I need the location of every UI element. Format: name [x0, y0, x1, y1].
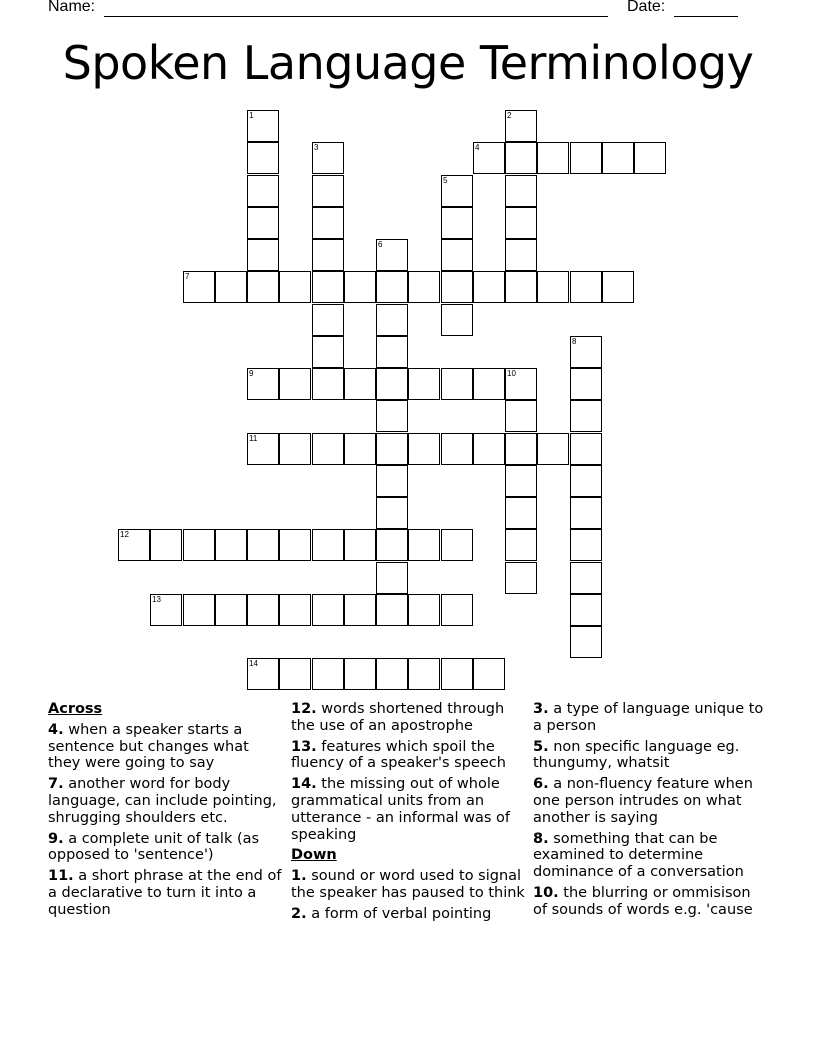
crossword-cell[interactable]: [247, 207, 279, 239]
clue-down-2: [291, 906, 527, 923]
clue-across-12: [291, 701, 527, 735]
clue-text: a short phrase at the end of a declarative to turn it into a question: [48, 868, 282, 918]
crossword-cell[interactable]: [376, 433, 408, 465]
clue-number: 12.: [291, 701, 317, 717]
clue-number-label: 13: [152, 595, 161, 604]
clue-across-13: [291, 739, 527, 773]
clue-number-label: 3: [314, 143, 319, 152]
crossword-cell[interactable]: [376, 400, 408, 432]
crossword-cell[interactable]: [312, 239, 344, 271]
crossword-cell[interactable]: [279, 658, 311, 690]
crossword-cell[interactable]: [473, 271, 505, 303]
crossword-cell[interactable]: [247, 239, 279, 271]
crossword-cell[interactable]: [441, 658, 473, 690]
crossword-cell[interactable]: [183, 529, 215, 561]
clue-number-label: 8: [572, 337, 577, 346]
crossword-cell[interactable]: [408, 433, 440, 465]
crossword-cell[interactable]: [570, 368, 602, 400]
crossword-cell-2[interactable]: [505, 110, 537, 142]
crossword-cell[interactable]: [408, 368, 440, 400]
clue-number: 14.: [291, 776, 317, 793]
crossword-cell-5[interactable]: [441, 175, 473, 207]
crossword-cell[interactable]: [215, 594, 247, 626]
crossword-cell[interactable]: [312, 658, 344, 690]
crossword-cell[interactable]: [505, 529, 537, 561]
clue-text: the blurring or ommisison of sounds of words e.g. 'cause: [533, 884, 753, 918]
crossword-cell[interactable]: [312, 271, 344, 303]
clue-number: 10.: [533, 884, 559, 901]
name-field[interactable]: [104, 16, 608, 17]
crossword-cell[interactable]: [570, 433, 602, 465]
clue-number-label: 2: [507, 111, 512, 120]
clue-text: a non-fluency feature when one person intrudes on what another is saying: [533, 776, 753, 826]
crossword-cell[interactable]: [376, 529, 408, 561]
crossword-cell[interactable]: [505, 562, 537, 594]
clue-number-label: 6: [378, 240, 383, 249]
crossword-cell[interactable]: [408, 271, 440, 303]
crossword-cell[interactable]: [602, 142, 634, 174]
clue-text: when a speaker starts a sentence but changes what they were going to say: [48, 721, 249, 772]
crossword-cell[interactable]: [408, 529, 440, 561]
clues-column-3: [533, 701, 769, 923]
crossword-cell[interactable]: [441, 304, 473, 336]
clue-number: 1.: [291, 868, 307, 885]
crossword-cell[interactable]: [570, 497, 602, 529]
clue-number: 2.: [291, 905, 307, 922]
clue-number: 8.: [533, 830, 549, 847]
crossword-cell[interactable]: [570, 271, 602, 303]
crossword-cell-12[interactable]: [118, 529, 150, 561]
crossword-cell[interactable]: [505, 433, 537, 465]
date-field[interactable]: [674, 16, 738, 17]
date-label: Date:: [627, 0, 666, 15]
crossword-cell[interactable]: [408, 658, 440, 690]
crossword-cell[interactable]: [505, 400, 537, 432]
crossword-cell[interactable]: [312, 368, 344, 400]
clue-down-1: [291, 868, 527, 902]
crossword-cell-13[interactable]: [150, 594, 182, 626]
clue-across-9: [48, 831, 284, 865]
crossword-cell[interactable]: [441, 271, 473, 303]
clue-down-5: [533, 739, 769, 773]
crossword-cell[interactable]: [344, 594, 376, 626]
crossword-cell[interactable]: [247, 529, 279, 561]
crossword-cell[interactable]: [344, 368, 376, 400]
crossword-cell[interactable]: [570, 400, 602, 432]
clue-across-7: [48, 776, 284, 826]
crossword-cell[interactable]: [312, 304, 344, 336]
crossword-cell[interactable]: [441, 207, 473, 239]
crossword-cell[interactable]: [537, 142, 569, 174]
clue-text: non specific language eg. thungumy, whatsit: [533, 738, 740, 772]
crossword-cell[interactable]: [441, 368, 473, 400]
crossword-cell[interactable]: [473, 433, 505, 465]
crossword-cell[interactable]: [570, 562, 602, 594]
crossword-cell[interactable]: [150, 529, 182, 561]
clue-text: another word for body language, can include pointing, shrugging shoulders etc.: [48, 776, 277, 826]
crossword-cell[interactable]: [441, 594, 473, 626]
page-title: Spoken Language Terminology: [62, 36, 754, 90]
clue-number: 4.: [48, 721, 64, 738]
clue-number: 7.: [48, 776, 64, 793]
clue-number-label: 9: [249, 369, 254, 378]
clue-text: a complete unit of talk (as opposed to 'sentence'): [48, 830, 260, 864]
clue-number: 13.: [291, 738, 317, 755]
crossword-cell[interactable]: [344, 529, 376, 561]
crossword-cell[interactable]: [279, 529, 311, 561]
clue-across-14: [291, 776, 527, 843]
crossword-cell[interactable]: [376, 594, 408, 626]
clue-down-10: [533, 885, 769, 919]
crossword-cell-7[interactable]: [183, 271, 215, 303]
clue-number: 3.: [533, 701, 549, 717]
crossword-cell[interactable]: [279, 433, 311, 465]
clue-number: 6.: [533, 776, 549, 793]
crossword-cell[interactable]: [505, 239, 537, 271]
crossword-cell[interactable]: [312, 594, 344, 626]
crossword-cell[interactable]: [505, 271, 537, 303]
crossword-cell[interactable]: [215, 529, 247, 561]
crossword-cell-1[interactable]: [247, 110, 279, 142]
crossword-cell[interactable]: [312, 175, 344, 207]
crossword-cell[interactable]: [247, 142, 279, 174]
crossword-cell[interactable]: [376, 658, 408, 690]
clue-number-label: 14: [249, 659, 258, 668]
crossword-cell[interactable]: [505, 497, 537, 529]
clue-across-11: [48, 868, 284, 918]
crossword-cell[interactable]: [408, 594, 440, 626]
clue-number: 9.: [48, 830, 64, 847]
crossword-cell-10[interactable]: [505, 368, 537, 400]
clue-number-label: 4: [475, 143, 480, 152]
clue-number-label: 5: [443, 176, 448, 185]
crossword-cell-14[interactable]: [247, 658, 279, 690]
crossword-cell[interactable]: [505, 465, 537, 497]
crossword-cell[interactable]: [279, 594, 311, 626]
crossword-cell[interactable]: [376, 368, 408, 400]
crossword-cell[interactable]: [344, 658, 376, 690]
crossword-cell[interactable]: [505, 207, 537, 239]
clue-text: words shortened through the use of an apostrophe: [291, 701, 505, 734]
clue-text: something that can be examined to determine dominance of a conversation: [533, 830, 744, 881]
crossword-cell[interactable]: [505, 175, 537, 207]
clue-text: the missing out of whole grammatical units from an utterance - an informal was of speaking: [291, 776, 510, 843]
crossword-cell[interactable]: [247, 594, 279, 626]
clue-down-3: [533, 701, 769, 735]
clue-number: 11.: [48, 868, 74, 885]
clue-text: sound or word used to signal the speaker has paused to think: [291, 868, 525, 901]
crossword-cell[interactable]: [602, 271, 634, 303]
crossword-cell-9[interactable]: [247, 368, 279, 400]
down-heading: Down: [291, 847, 337, 864]
clue-number: 5.: [533, 738, 549, 755]
crossword-cell[interactable]: [570, 142, 602, 174]
clue-text: features which spoil the fluency of a speaker's speech: [291, 738, 506, 772]
crossword-cell[interactable]: [441, 529, 473, 561]
crossword-cell[interactable]: [570, 465, 602, 497]
crossword-cell[interactable]: [473, 658, 505, 690]
clue-across-4: [48, 722, 284, 772]
clue-number-label: 11: [249, 434, 258, 443]
crossword-cell[interactable]: [570, 594, 602, 626]
crossword-cell[interactable]: [570, 529, 602, 561]
clue-number-label: 12: [120, 530, 129, 539]
crossword-cell-3[interactable]: [312, 142, 344, 174]
clue-number-label: 10: [507, 369, 516, 378]
clue-down-8: [533, 831, 769, 881]
clue-number-label: 7: [185, 272, 190, 281]
clue-text: a type of language unique to a person: [533, 701, 764, 734]
crossword-cell[interactable]: [215, 271, 247, 303]
crossword-cell-11[interactable]: [247, 433, 279, 465]
crossword-cell-4[interactable]: [473, 142, 505, 174]
crossword-cell[interactable]: [376, 336, 408, 368]
clue-down-6: [533, 776, 769, 826]
crossword-cell[interactable]: [570, 626, 602, 658]
crossword-cell[interactable]: [312, 207, 344, 239]
crossword-cell[interactable]: [505, 142, 537, 174]
crossword-cell[interactable]: [473, 368, 505, 400]
name-label: Name:: [48, 0, 96, 15]
crossword-cell[interactable]: [441, 433, 473, 465]
crossword-cell[interactable]: [312, 336, 344, 368]
crossword-cell[interactable]: [279, 271, 311, 303]
crossword-cell[interactable]: [441, 239, 473, 271]
crossword-cell[interactable]: [376, 497, 408, 529]
crossword-cell[interactable]: [247, 271, 279, 303]
across-heading: Across: [48, 701, 103, 717]
crossword-cell[interactable]: [537, 433, 569, 465]
clues-column-2: [291, 701, 527, 927]
crossword-cell[interactable]: [376, 562, 408, 594]
crossword-cell[interactable]: [247, 175, 279, 207]
crossword-cell-6[interactable]: [376, 239, 408, 271]
crossword-cell[interactable]: [634, 142, 666, 174]
crossword-cell[interactable]: [183, 594, 215, 626]
clue-number-label: 1: [249, 111, 254, 120]
crossword-cell[interactable]: [344, 433, 376, 465]
crossword-cell[interactable]: [376, 271, 408, 303]
crossword-cell-8[interactable]: [570, 336, 602, 368]
crossword-cell[interactable]: [312, 433, 344, 465]
crossword-cell[interactable]: [344, 271, 376, 303]
clues-column-1: [48, 701, 284, 923]
crossword-cell[interactable]: [279, 368, 311, 400]
clue-text: a form of verbal pointing: [311, 905, 492, 922]
crossword-cell[interactable]: [537, 271, 569, 303]
crossword-cell[interactable]: [376, 465, 408, 497]
crossword-cell[interactable]: [312, 529, 344, 561]
crossword-cell[interactable]: [376, 304, 408, 336]
